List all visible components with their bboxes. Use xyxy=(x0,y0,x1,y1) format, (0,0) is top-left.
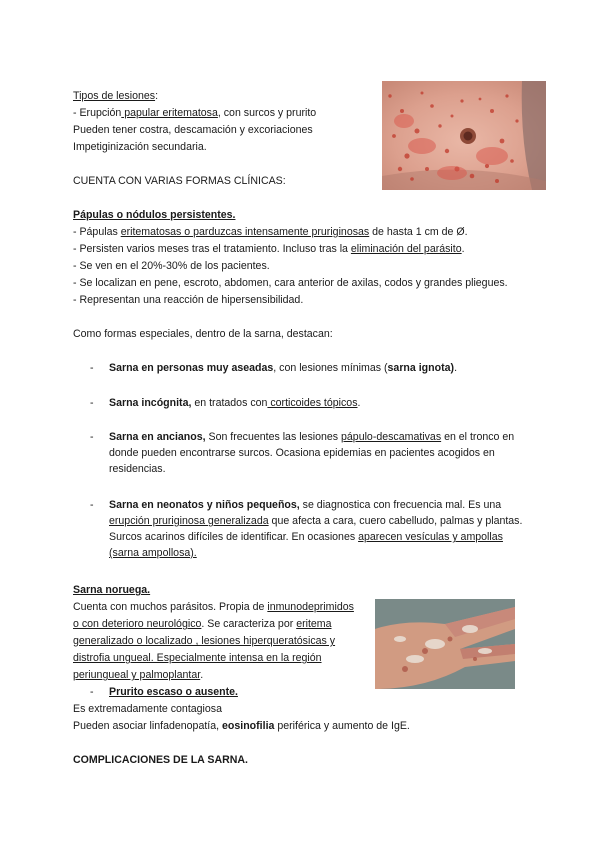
item4-text: se diagnostica con frecuencia mal. Es una xyxy=(299,499,502,511)
noruega-l2-b: . Se caracteriza por xyxy=(201,618,297,630)
bullet-1: - xyxy=(90,362,94,374)
especiales-intro: Como formas especiales, dentro de la sarna, destacan: xyxy=(73,328,333,340)
item3-text2: en el tronco en donde pueden encontrarse surcos. Ocasiona epidemias en pacientes acogidos en residencias. xyxy=(109,431,515,475)
tipos-title-line xyxy=(73,89,158,103)
papulas-l1-b: eritematosas o parduzcas intensamente pruriginosas xyxy=(120,226,370,238)
noruega-l5-u: periungueal y palmoplantar xyxy=(73,669,201,681)
item4-underline2: aparecen vesículas y ampollas (sarna ampollosa). xyxy=(109,531,503,559)
noruega-l8-a: Pueden asociar linfadenopatía, xyxy=(73,720,223,732)
item-sarna-aseadas xyxy=(109,360,529,376)
noruega-l1-b: inmunodeprimidos xyxy=(267,601,354,613)
item3-bold: Sarna en ancianos, xyxy=(109,431,206,443)
papulas-l1-c: de hasta 1 cm de Ø. xyxy=(369,226,468,238)
papulas-title: Pápulas o nódulos persistentes. xyxy=(73,209,236,221)
papulas-line-4: - Se localizan en pene, escroto, abdomen, cara anterior de axilas, codos y grandes pliegues. xyxy=(73,277,508,289)
item2-text: en tratados con xyxy=(191,397,268,409)
rash-abdomen-photo xyxy=(382,81,546,190)
noruega-title: Sarna noruega. xyxy=(73,584,151,596)
item-sarna-neonatos xyxy=(109,497,529,561)
item-sarna-incognita xyxy=(109,395,529,411)
formas-heading: CUENTA CON VARIAS FORMAS CLÍNICAS: xyxy=(73,175,286,187)
noruega-l8-c: periférica y aumento de IgE. xyxy=(274,720,410,732)
tipos-line-3: Impetiginización secundaria. xyxy=(73,141,207,153)
tipos-l1-c: , con surcos y prurito xyxy=(217,107,317,119)
tipos-line-1 xyxy=(73,106,316,120)
papulas-l2-c: . xyxy=(461,243,465,255)
tipos-title: Tipos de lesiones xyxy=(73,90,156,102)
papulas-line-2 xyxy=(73,242,465,256)
noruega-line-4: distrofia ungueal. Especialmente intensa en la región xyxy=(73,652,322,664)
item-sarna-ancianos xyxy=(109,429,529,477)
papulas-line-1 xyxy=(73,225,468,239)
noruega-line-6: Prurito escaso o ausente. xyxy=(109,686,238,698)
item3-underline: pápulo-descamativas xyxy=(341,431,442,443)
item2-end: . xyxy=(357,397,361,409)
complicaciones-heading: COMPLICACIONES DE LA SARNA. xyxy=(73,754,248,766)
noruega-line-3: generalizado o localizado , lesiones hiperqueratósicas y xyxy=(73,635,336,647)
item1-text: , con lesiones mínimas ( xyxy=(273,362,388,374)
tipos-l1-b: papular eritematosa xyxy=(121,107,218,119)
noruega-l2-c: eritema xyxy=(296,618,332,630)
item2-underline: corticoides tópicos xyxy=(267,397,358,409)
item1-bold2: sarna ignota) xyxy=(387,362,455,374)
noruega-line-8 xyxy=(73,719,410,733)
hand-lesions-photo xyxy=(375,599,515,689)
papulas-line-3: - Se ven en el 20%-30% de los pacientes. xyxy=(73,260,270,272)
item2-bold: Sarna incógnita, xyxy=(109,397,192,409)
item3-text: Son frecuentes las lesiones xyxy=(205,431,342,443)
tipos-line-2: Pueden tener costra, descamación y excoriaciones xyxy=(73,124,313,136)
papulas-l1-a: - Pápulas xyxy=(73,226,121,238)
tipos-l1-a: - Erupción xyxy=(73,107,122,119)
noruega-line-7: Es extremadamente contagiosa xyxy=(73,703,222,715)
noruega-l2-u: o con deterioro neurológico xyxy=(73,618,202,630)
item4-bold: Sarna en neonatos y niños pequeños, xyxy=(109,499,300,511)
bullet-2: - xyxy=(90,397,94,409)
noruega-line-5 xyxy=(73,668,203,682)
papulas-l2-a: - Persisten varios meses tras el tratamiento. Incluso tras la xyxy=(73,243,351,255)
item1-bold: Sarna en personas muy aseadas xyxy=(109,362,274,374)
papulas-line-5: - Representan una reacción de hipersensibilidad. xyxy=(73,294,304,306)
papulas-l2-b: eliminación del parásito xyxy=(350,243,462,255)
noruega-l1-a: Cuenta con muchos parásitos. Propia de xyxy=(73,601,268,613)
item4-underline: erupción pruriginosa generalizada xyxy=(109,515,269,527)
item1-end: . xyxy=(454,362,458,374)
noruega-line-1 xyxy=(73,600,354,614)
noruega-line-2 xyxy=(73,617,332,631)
noruega-l8-b: eosinofilia xyxy=(222,720,275,732)
tipos-colon: : xyxy=(155,90,159,102)
noruega-bullet: - xyxy=(90,686,94,698)
bullet-4: - xyxy=(90,499,94,511)
noruega-l5-end: . xyxy=(200,669,204,681)
bullet-3: - xyxy=(90,431,94,443)
item4-text2: que afecta a cara, cuero cabelludo, palmas y plantas. Surcos acarinos difíciles de identificar. En ocasiones xyxy=(109,515,523,543)
